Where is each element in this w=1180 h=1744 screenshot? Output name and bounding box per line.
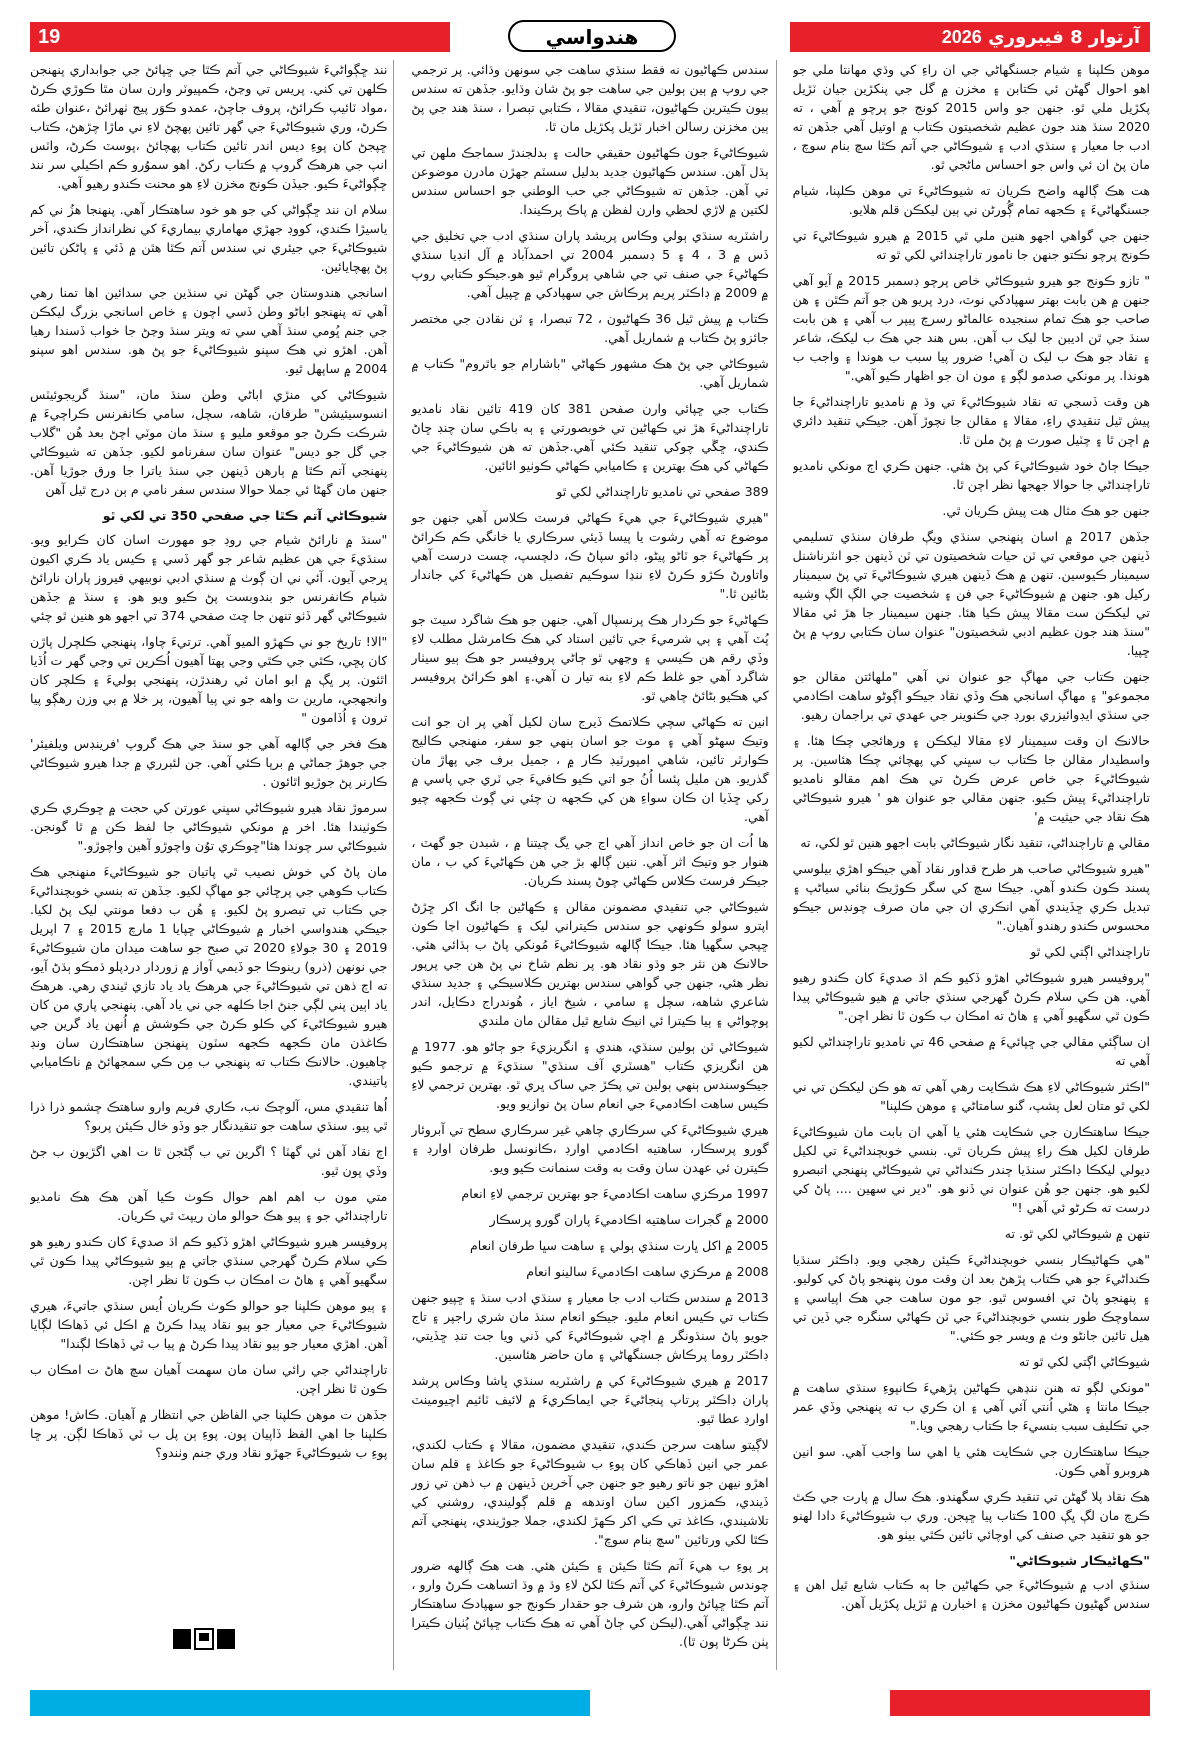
- article-paragraph: جيڪا ڄاڻ خود شيوڪاڻيءَ کي پڻ هئي. جنهن ڪري اڄ مونکي نامديو تاراچنداڻي جا حوالا جهجها نظر اچن ٿا.: [792, 458, 1150, 492]
- article-paragraph: "هي ڪهاڻيڪار بنسي خوبچنداڻيءَ ڪيئن رهجي ويو. ڊاڪٽر سنڌيا ڪنداڻيءَ جو هي ڪتاب پڙهڻ بعد ان وقت مون پنهنجو پاڻ کي کوليو. ۽ پنهنجو پاڻ تي افسوس ٿيو. جو مون ساهت جي هڪ اپياسي ۽ سماوچڪ طور بنسي خوبچنداڻيءَ جي ٽن ڪهاڻي سنگره جي ڏين تي هيل تائين جانڻو وٺ ۾ ويسر جو ڪئي.": [792, 1252, 1150, 1343]
- article-paragraph: سرموڙ نقاد هيرو شيوڪاڻي سڀني عورتن کي حجت ۾ ڇوڪري ڪري ڪوٺيندا هئا. اخر ۾ مونکي شيوڪاڻي جا لفظ ڪن ۾ ٿا گونجن. شيوڪاڻي سر چوندا هئا"ڇوڪري توُن واچوڙو آهين واچوڙو.": [30, 800, 388, 853]
- article-paragraph: ۽ ٻيو موهن ڪلپنا جو حوالو ڪوٺ ڪريان اُيس سنڌي جاتيءَ، هيري شيوڪاڻيءَ جي معيار جو ٻيو نقاد پيدا ڪرڻ ۾ اڪل ئي ڏهاڪا لڳايا آهن. اهڙي معيار جو ٻيو نقاد پيدا ڪرڻ ۾ پيا ب ٿي ڏهاڪا لڳندا": [30, 1298, 388, 1351]
- article-paragraph: اُها تنقيدي مس، آلوچڪ نب، ڪاري فريم وارو ساهتڪ چشمو ذرا ذرا ٿي پيو. سنڌي ساهت جو تنقيدنگار جو وڏو خال ڪيئن پربو؟: [30, 1099, 388, 1133]
- article-paragraph: حالانڪ ان وقت سيمينار لاءِ مقالا ليکڪن ۽ ورهائجي چڪا هئا. ۽ واسطيدار مقالن جا ڪتاب ب سڀني کي پهچائي چڪا هئاسين. پر شيوڪاڻيءَ جي خاص عرض ڪرڻ تي هڪ اهم مقالو نامديو تاراچنداڻيءَ پيش ڪيو. جنهن مقالي جو عنوان هو ' هيرو شيوڪاڻي هڪ نقاد جي حيثيت ۾': [792, 733, 1150, 824]
- article-paragraph: جيڪا ساهتڪارن جي شڪايت هئي يا آهي ان بابت مان شيوڪاڻيءَ طرفان لکيل هڪ راءِ پيش ڪريان ٿي. بنسي خوبچنداڻيءَ تي لکيل ديولي ليکڪا ڊاڪٽر سنڌيا چندر ڪنداڻي تي شيوڪاڻي پنهنجي اتبصرو لکيو هو. جنهن جو هُن عنوان ني ڏنو هو. "دير ني سهين .... پاڻ کي درست ته ڪرڻو ئي آهي !": [792, 1124, 1150, 1215]
- article-paragraph: جنهن ڪتاب جي مهاڳ جو عنوان ني آهي "ملهائتن مقالن جو مجموعو" ۽ مهاڳ اسانجي هڪ وڏي نقاد جيڪو اڳوڻو ساهت اڪادمي جي سنڌي ايڊوائيزري بورڊ جي ڪنوينر جي عهدي تي براجمان رهيو.: [792, 669, 1150, 722]
- article-paragraph: "مونکي لڳو ته هنن ننڍهي ڪهاڻين پڙهيءَ ڪانپوءِ سنڌي ساهت ۾ جيڪا مانتا ۽ هڻي اُنتي آئي آهي ۽ ان ڪري ب ته پنهنجي وڏي عمر جي تڪليف سبب بنسيءَ جا ڪتاب رهجي ويا.": [792, 1380, 1150, 1433]
- article-paragraph: "ڪهاڻيڪار شيوڪاڻي": [1009, 1553, 1150, 1568]
- article-paragraph: سنڌي ادب ۾ شيوڪاڻيءَ جي ڪهاڻين جا ٻه ڪتاب شايع ٿيل اهن ۽ سندس گهڻيون ڪهاڻيون مخزن ۽ اخبارن ۾ ٽڙيل پکڙيل آهن.: [792, 1577, 1150, 1611]
- article-paragraph: هڪ فخر جي ڳالهه آهي جو سنڌ جي هڪ گروپ 'فرينڊس ويلفيئر' جي جوهڙ جماڻي ۾ برپا ڪئي آهي. جن لئبرري ۾ جدا هيرو شيوڪاڻي ڪارنر پڻ جوڙيو اٿائون .: [30, 736, 388, 789]
- article-paragraph: جڏهن ت موهن ڪلپنا جي الفاظن جي انتظار ۾ آهيان. ڪاش! موهن ڪلپنا جا اهي الفظ ڏاپيان پون. پوءِ ٻن پل ب ٽي ڏهاڪا لڳن. پر ڇا پوءِ ب شيوڪاڻيءَ جهڙو نقاد وري جنم وٺندو؟: [30, 1407, 388, 1460]
- article-paragraph: تنهن ۾ شيوڪاڻي لکي ٿو. ته: [1004, 1226, 1150, 1241]
- footer-bar-red: [890, 1690, 1150, 1716]
- article-paragraph: شيوڪاڻي جي تنقيدي مضمونن مقالن ۽ ڪهاڻين جا انگ اکر ڇڙڻ اپترو سولو ڪونهي جو سندس ڪيتراني ليک ۽ ڪهاڻيون اڃا ڪون ڇپجي سگهيا هئا. جيڪا ڳالهه شيوڪاڻيءَ مُونکي پاڻ ب ٻڌائي هئي. حالانڪ هن نثر جو وڌو نقاد هو. پر نظم شاخ ني پڻ هن جي پرپور نظر هئي، جنهن جي گواهي سندس بهترين ڪلاسيڪي ۽ جديد سنڌي شاعري شاهه، سچل ۽ سامي ، شيخ اياز ، هُوندراج دڪايل، اندر پوچواڻي ۽ ٻيا ڪيترا ئي انيڪ شايع ٿيل مقالن مان ملندي: [411, 899, 769, 1028]
- article-paragraph: اسانجي هندوستان جي گهڻن ني سنڌين جي سدائين اها تمنا رهي آهي ته پنهنجو اباڻو وطن ڏسي اچون ۽ خاص اسانجي بزرگ ليکڪن جي جنم ڀُومي سنڌ آهي سي ته ويتر سنڌ وڃڻ جا خواب ڏسندا رهيا آهن. اهڙو ني هڪ سپنو شيوڪاڻيءَ جو پڻ هو. سندس اهو سپنو 2004 ۾ ساپهل ٿيو.: [30, 285, 388, 376]
- article-columns: [30, 60, 1150, 1670]
- article-paragraph: "سنڌ ۾ نارائڻ شيام جي روڊ جو مهورت اسان کان ڪرايو ويو. سنڌيءَ جي هن عظيم شاعر جو گهر ڏسي ۽ ڪيس ياد ڪري اکيون ڀرجي آيون. آئي ني ان ڳوٺ ۾ سنڌي ادبي نوبيهي فيروز پاران نارائڻ شيام ڪانفرنس جو بندوبست پڻ ڪيو ويو هو. ۽ سنڌ ۾ جڏهن شيوڪاڻي گهر ڏٺو تنهن جا ڇٽ صفحي 374 تي اجهو هو هنين ٿو چئي: [30, 532, 388, 623]
- article-paragraph: ڪتاب جي ڇپائي وارن صفحن 381 کان 419 تائين نقاد نامديو تاراچنداڻيءَ هڙ ني ڪهاڻين تي خوبصورتي ۽ ٻه باڪي سان چنڊ ڇاڻ ڪندي، ڇڱي چوکي تنقيد ڪئي آهي.جڏهن ته هن شيوڪاڻيءَ جي ڪهاڻي کي هڪ بهترين ۽ ڪاميابي ڪهاڻي ڪوٺيو ائائين.: [411, 401, 769, 473]
- article-paragraph: اڄ نقاد آهن ئي گهٽا ؟ اگرين تي ب ڳڻجن ٿا ت اهي اگڙيون ب جڻ وڏي پون ٿيو.: [30, 1144, 388, 1178]
- article-paragraph: تاراچنداڻي جي رائي سان مان سهمت آهيان سچ هاڻ ت امڪان ب ڪون ٿا نظر اچن.: [30, 1362, 388, 1396]
- page-header: [30, 22, 1150, 52]
- article-paragraph: 2008 ۾ مرڪزي ساهت اڪادميءَ سالينو انعام: [526, 1264, 769, 1279]
- article-paragraph: 2017 ۾ هيري شيوڪاڻيءَ کي ۾ راشٽريه سنڌي ڀاشا وڪاس پرشد پاران ڊاڪٽر پرتاپ پنجاڻيءَ جي ايماڪريءَ ۾ لائيف ٽائيم اچيومينٽ اوارڊ عطا ٿيو.: [411, 1373, 769, 1426]
- article-paragraph: شيوڪاڻي جي پڻ هڪ مشهور ڪهاڻي "باشارام جو باٿروم" ڪتاب ۾ شماريل آهي.: [411, 356, 769, 390]
- article-paragraph: 2013 ۾ سندس ڪتاب ادب جا معيار ۽ سنڌي ادب سنڌ ۽ ڇپيو جنهن ڪتاب تي ڪيس انعام مليو. جيڪو انعام سنڌ مان شري راجپر ۽ تاج جويو پاڻ سنڌونگر ۾ اچي شيوڪاڻيءَ کي ڏني ويا جت تنڊ ڇڏيتي، ڊاڪٽر روما پرڪاش جسنگهاڻي ۽ مان حاضر هئاسين.: [411, 1290, 769, 1362]
- article-paragraph: ڪهاڻيءَ جو ڪردار هڪ پرنسپال آهي. جنهن جو هڪ شاگرد سيٽ جو پُٽ آهي ۽ ٻي شرميءَ جي تائين استاد کي هڪ ڪامرشل مطلب لاءِ وڏي رقم هن ڪيسي ۽ وڃهي ٿو ڄاڻي پروفيسر جو هڪ ٻيو سيٺار شاگرد آهي جو غلط ڪم لاءِ بنه تيار ن آهي.۽ اهو ڪرائڻ پروفيسر کي هڪيو بڻائڻ چاهي ٿو.: [411, 612, 769, 703]
- article-paragraph: جنهن جي گواهي اجهو هنين ملي ٿي 2015 ۾ هيرو شيوڪاڻيءَ تي ڪونج پرچو نڪتو جنهن جا نامور تاراچندائي لکي ٿو ته: [792, 228, 1150, 262]
- article-paragraph: "الا! تاريخ جو ني ڪهڙو الميو آهي. ترتيءَ چاوا، پنهنجي ڪلچرل پاڙن کان پڇي، ڪٿي جي ڪٿي وجي پهتا آهيون اُڪرين تي وجي گهر ت اُڏيا اٿئون. پر ڀڳ ۾ ابو امان ئي رهندڙن، پنهنجي ٻوليءَ ۽ ڪلچر کان وانجهجي، مارين ت واهه جو ني پيا آهيون، پر خلا ۾ بي وزن رهڳو پيا ترون ۽ اُڏامون ": [30, 634, 388, 725]
- article-paragraph: 2000 ۾ گجرات ساهتيه اڪادميءَ پاران گورو پرسڪار: [489, 1212, 769, 1227]
- article-paragraph: پروفيسر هيرو شيوڪاڻي اهڙو ڏکيو ڪم اڌ صديءَ کان ڪندو رهيو هو ڪي سلام ڪرڻ گهرجي سنڌي جاتي ۾ ٻيو شيوڪاڻي پيدا ڪون ٿي سگهيو آهي ۽ هاڻ ت امڪان ب ڪون ٽا نظر اچن.: [30, 1234, 388, 1287]
- article-paragraph: "هيرو شيوڪاڻي صاحب هر طرح قداور نقاد آهي جيڪو اهڙي بيلوسي پسند ڪون ڪندو آهي. جيڪا سچ کي سگر ڪوڙيڪ بنائي سياڻپ ۽ تبديل ڪري ڇڏيندي آهي انڪري ان جي مان صرف چونڊس جيڪو محسوس ڪندو رهندو آهيان.": [792, 861, 1150, 933]
- article-paragraph: سلام ان نند ڇڳواڻي کي جو هو خود ساهتڪار آهي. پنهنجا هزُ ني کم ياسيڙا ڪندي، کووڊ جهڙي مهاماري بيماريءَ کي نظرانداز ڪندي، آخر شيوڪاڻيءَ جي جيئري ني سندس آتم ڪٿا هٿن ۾ ڏئي ۽ پاڻکن تائين پڻ پهچايائين.: [30, 202, 388, 274]
- article-paragraph: جيڪا ساهتڪارن جي شڪايت هئي يا اهي سا واجب آهي. سو انين هروبرو آهي ڪون.: [792, 1444, 1150, 1478]
- article-paragraph: پر پوءِ ب هيءَ آتم ڪٿا ڪيئن ۽ ڪيئن هئي. هت هڪ ڳالهه ضرور چوندس شيوڪاڻيءَ کي آتم ڪٿا لکڻ لاءِ وڌ ۾ وڌ اتساهت ڪرڻ وارو ، آتم ڪٿا ڇپائڻ وارو، هن شرف جو حقدار ڪونج جو سهپادڪ ساهتڪار نند ڇڳواڻي آهي.(ليڪن کي ڄاڻ آهي ته هڪ ڪتاب ڇپائڻ پُٺيان ڪيترا پٺن ڪرڻا پون ٿا).: [411, 1558, 769, 1649]
- end-ornament-icon: [172, 1628, 236, 1650]
- article-paragraph: مان پاڻ کي خوش نصيب ٿي پاتيان جو شيوڪاڻيءَ منهنجي هڪ ڪتاب ڪوهي جي پرڇائي جو مهاڳ لکيو. جڏهن ته بنسي خوبچنداڻيءَ جي ڪتاب تي تبصرو پڻ لکيو. ۽ هُن ب دفعا مونتي ليک پڻ لکيا. جيڪي هندواسي اخبار ۾ شيوڪاڻي ڇپايا 1 مارچ 2015 ۽ 7 اپريل 2019 ۽ 30 جولاءِ 2020 تي صبح جو ساهت ميدان مان شيوڪاڻيءَ جي نونهن (ذرو) رينوڪا جو ڏيمي آواز ۾ زوردار دردپلو ڌمڪو ٻڌڻ آيو، ته اڄ ذهن تي شيوڪاڻيءَ جي هرهڪ ياد ياد تازي ٿيندي رهي. هرهڪ ياد اٻين پني لڳي جنڻ اجا ڪلهه جي ني ياد آهي. پنهنجي پاري من کان هيرو شيوڪاڻيءَ کي ڪلو ڪرڻ جي ڪوشش ۾ اُنهن ياد گرين جي ڪاغذن مان ڪجهه ڪجهه سٽون پنهنجن ساهتڪارن سان ونڊ چاهيون. حالانڪ ڪتاب ته پنهنجي ب مِن ڪي سمجهائڻ ۾ ناڪاميابي پاتيندي.: [30, 864, 388, 1088]
- article-paragraph: " تازو ڪونج جو هيرو شيوڪاڻي خاص پرچو ڊسمبر 2015 ۾ آيو آهي جنهن ۾ هن بابت بهتر سهپادکي نوٽ، درد پريو هن جو آتم ڪٿن ۽ هن صاحب جو هڪ تمام سنجيده عالماڻو رسرچ پيپر ب آهي ۽ هن بابت سنڌ جي ٿن اديبن جا ليک ب آهن. بس هند جي هڪ ب ليکڪ، شاعر ۽ نقاد جو هڪ ب ليک ن آهي! ضرور پيا سبب ب هوندا ۽ واجب ب هوندا. پر مونکي صدمو لڳو ۽ مون ان جو اظهار ڪيو آهي.": [792, 273, 1150, 383]
- article-paragraph: جڏهن 2017 ۾ اسان پنهنجي سنڌي ويڳ طرفان سنڌي تسليمي ڏينهن جي موقعي تي ٽن حيات شخصيتون تي ٽن ڏينهن جو انٽرناشنل سيمينار ڪيوسين. تنهن ۾ هڪ ڏينهن هيري شيوڪاڻيءَ تي پڻ سيمينار رکيل هو. جنهن ۾ شيوڪاڻيءَ جي فن ۽ شخصيت جي الڳ الڳ وشيه تي ليکڪن ست مقالا پيش ڪيا هئا. جنهن سيمينار جا هڙ ئي مقالا "سنڌ هند جون عظيم ادبي شخصيتون" عنوان سان ڪتابي روپ ۾ پڻ ڇپيا.: [792, 529, 1150, 658]
- article-paragraph: "اڪثر شيوڪاڻي لاءِ هڪ شڪايت رهي آهي ته هو ڪن ليکڪن تي ني لکي ٿو متان لعل پشپ، گنو سامتاڻي ۽ موهن ڪلپنا": [792, 1079, 1150, 1113]
- page-footer: [30, 1690, 1150, 1716]
- date-banner: [790, 22, 1150, 52]
- footer-bar-cyan: [30, 1690, 290, 1716]
- article-paragraph: تاراچنداڻي اڳتي لکي ٿو: [1030, 944, 1150, 959]
- article-paragraph: شيوڪاڻي ٽن ٻولين سنڌي، هندي ۽ انگريزيءَ جو ڄاڻو هو. 1977 ۾ هن انگريزي ڪتاب "هسٽري آف سنڌي" سنڌيءَ ۾ ترجمو ڪيو جيڪوسندس ٻنهي ٻولين تي پڪڙ جي ساک ڀري ٿو. بهترين ترجمي لاءِ ڪيس ساهت اڪادميءَ جي انعام سان پڻ نوازيو ويو.: [411, 1039, 769, 1111]
- article-column-right: [793, 60, 1150, 1670]
- article-paragraph: موهن ڪلپنا ۽ شيام جسنگهاڻي جي ان راءِ کي وڌي مهانتا ملي جو اهو احوال گهڻن ئي ڪتابن ۽ مخزن ۾ گل جي پنکڙين جيان ٽڙيل پکڙيل ملي ٿو. جنهن جو واس 2015 کونج جو پرچو ۾ آهي ، ته 2020 سنڌ هند جون عظيم شخصيتون ڪتاب ۾ اوتيل آهي جڏهن ته ادب جا معيار ۽ سنڌي ادب ۽ شيوڪاڻي جي آتم ڪٿا سچ بنام سوچ ، مان پڻ ان ئي واس جو احساس ماڻجي ٿو.: [792, 62, 1150, 172]
- article-paragraph: شيوڪاڻي کي منڙي اباڻي وطن سنڌ مان، "سنڌ گريجوئيٽس انسوسيئيشن" طرفان، شاهه، سچل، سامي ڪانفرنس ڪراچيءَ ۾ شرڪت ڪرڻ جو موقعو مليو ۽ سنڌ مان موٽي اچڻ بعد هُن "گلاب جي گل جو ديس" عنوان سان سفرنامو لکيو. جڏهن ته شيوڪاڻي پنهنجي آتم ڪٿا ۾ ٻارهن ڏينهن جي سنڌ ياترا جا ورق جوڙيا آهن. جنهن مان گهڻا ئي جملا حوالا سندس سفر نامي م ٻن درج ٿيل آهن: [30, 387, 388, 497]
- issue-date: آرتوار 8 فيبروري: [988, 27, 1140, 48]
- page-number: 19: [38, 26, 61, 48]
- article-column-middle: [411, 60, 768, 1670]
- article-paragraph: سندس ڪهاڻيون نه فقط سنڌي ساهت جي سونهن وڌائي. پر ترجمي جي روپ ۾ ٻين ٻولين جي ساهت جو پڻ شان وڌايو. جڏهن ته سندس ٻيون ڪيترين ڪهاڻيون، تنقيدي مقالا ، ڪتابي تبصرا ، سنڌ هند جي پڻ ٻين مخزنن رسالن اخبار ٽڙيل پکڙيل مان ٿا.: [411, 62, 769, 134]
- article-paragraph: "هيري شيوڪاڻيءَ جي هيءَ ڪهاڻي فرسٽ ڪلاس آهي جنهن جو موضوع ته آهي رشوت يا پيسا ڏيئي سرڪاري يا خانگي ڪم ڪرائڻ پر ڪهاڻيءَ جو ٽاڻو پيڻو، ڊائو سپاڻ ڪ، دلچسپ، چست درست آهي واتاورڻ ڪڙو ڪرڻ لاءِ ننڍا سوڪيم تفصيل هن ڪهاڻيءَ کي جاندار بڻائين ٿا.": [411, 510, 769, 601]
- article-paragraph: ڪتاب ۾ پيش ٿيل 36 ڪهاڻيون ، 72 تبصرا، ۽ ٽن نقادن جي مختصر جائزو پڻ ڪتاب ۾ شماريل آهي.: [411, 311, 769, 345]
- article-paragraph: مقالي ۾ تاراچنداڻي، تنقيد نگار شيوڪاڻي بابت اجهو هنين ٿو لکي، ته: [800, 835, 1150, 850]
- article-paragraph: 1997 مرڪزي ساهت اڪادميءَ جو بهترين ترجمي لاءِ انعام: [461, 1186, 769, 1201]
- article-paragraph: انين ته ڪهاڻي سچي ڪلاتمڪ ڏيرج سان لکيل آهي پر ان جو انت وتيڪ سهڻو آهي ۽ موٽ جو اسان ٻنهي جو سفر، منهنجي ڪاليج ڪوارٽر تائين، شاهي امپورٽيڊ ڪار ۾ ، جميل برف جي پهاڙ مان گذريو. هن مليل پئسا اُنُ جو اتي ڪيو ڪافيءَ جي ٽري جي پاسي ۾ رکي ڇڏيا ان ڪان سواءِ هن کي ڪجهه ن چئي ني ڳوٺ ڪجهه چيو آهي.: [411, 714, 769, 824]
- article-paragraph: شيوڪاڻيءَ جون ڪهاڻيون حقيقي حالت ۽ بدلجندڙ سماجڪ ملهن تي ٻڌل آهن. سندس ڪهاڻيون جديد بدليل سسٽم جهڙن مادرن موضوعن تي آهن. جڏهن ته شيوڪاڻي جي حب الوطني جو احساس سندس لکتين ۾ لاڙي لحظي وارن لفظن ۾ پاڪ پرڪيندا.: [411, 145, 769, 217]
- article-paragraph: ان ساڳئي مقالي جي ڇپائيءَ ۾ صفحي 46 تي نامديو تاراچنداڻي لکيو آهي ته: [792, 1034, 1150, 1068]
- issue-year: 2026: [941, 27, 982, 47]
- article-paragraph: هيري شيوڪاڻيءَ کي سرڪاري چاهي غير سرڪاري سطح تي آبروئار گورو پرسڪار، ساهتيه اڪادمي اوارڊ ،ڪانونسل طرفان اوارڊ ۽ ڪيترن ئي عهدن سان وقت به وقت سنمانت ڪيو ويو.: [411, 1122, 769, 1175]
- article-paragraph: شيوڪاڻي اڳتي لکي ٿو ته: [1019, 1354, 1150, 1369]
- newspaper-logo: هندواسي: [508, 20, 676, 52]
- article-paragraph: ها اُت ان جو خاص انداز آهي اڃ جي يگ چيتنا ۾ ، شبدن جو گهٽ ، هنوار جو وتيڪ اثر آهي. ننين ڳالھ بڙ جي هن ڪهاڻيءَ کي ب ، مان جيڪر فرسٽ ڪلاس ڪهاڻي چوڻ پسند ڪريان.: [411, 835, 769, 888]
- article-paragraph: نند ڇڳواڻيءَ شيوڪاڻي جي آتم ڪٿا جي ڇپائڻ جي جوابداري پنهنجن ڪلهن تي کني. پريس تي وڃڻ، ڪمپيوٽر وارن سان مٿا ڪوڙي ڪرڻ ،مواد ٽائيپ ڪرائڻ، پروف جاچڻ، عمدو ڪوَر پيج ٺهرائڻ ،عنوان طئه ڪرڻ، وري شيوڪاڻيءَ جي گهر تائين پهچڻ لاءِ ني ماڙا چڙهڻ، ڪتاب ڇپجڻ کان پوءِ ديس اندر تائين ڪتاب پهچائڻ ،پوسٽ ڪرڻ، واٽس انپ جي هرهڪ گروپ ۾ ڪتاب رکڻ. اهو سموُرو ڪم اڪيلي سر نند ڇڳواڻيءَ ڪيو. جيڏن ڪونج مخزن لاءِ هو محنت ڪندو رهيو آهي.: [30, 62, 388, 191]
- article-paragraph: متي مون ب اهم اهم حوال ڪوٺ ڪيا آهن هڪ هڪ نامديو تاراچنداڻي جو ۽ ٻيو هڪ حوالو مان ريپٽ ٿي ڪريان.: [30, 1189, 388, 1223]
- article-paragraph: جنهن جو هڪ مثال هت پيش ڪريان ٿي.: [942, 503, 1150, 518]
- article-paragraph: 2005 ۾ اکل ڀارت سنڌي ٻولي ۽ ساهت سڀا طرفان انعام: [469, 1238, 769, 1253]
- article-paragraph: هن وقت ڏسجي ته نقاد شيوڪاڻيءَ تي وڌ ۾ نامديو تاراچنداڻيءَ جا پيش ٿيل تنقيدي راءِ، مقالا ۽ مقالن جا نچوڙ آهن. جيڪي تنقيد دائري ۾ اچن ٿا ۽ چٽيل صورت ۾ پڻ ملن ٿا.: [792, 394, 1150, 447]
- article-paragraph: شيوڪاڻي آتم ڪٿا جي صفحي 350 تي لکي ٿو: [102, 508, 388, 523]
- footer-bar-cyan-mid: [290, 1690, 590, 1716]
- article-column-left: [30, 60, 387, 1670]
- page-number-banner: [30, 22, 450, 52]
- article-paragraph: "پروفيسر هيرو شيوڪاڻي اهڙو ڏکيو ڪم اڌ صديءَ کان ڪندو رهيو آهي. هن ڪي سلام ڪرڻ گهرجي سنڌي جاتي ۾ هيو شيوڪاڻي پيدا ڪون ٿي سگهيو آهي ۽ هاڻ ته امڪان ب ڪون ٽا نظر اچن.": [792, 970, 1150, 1023]
- article-paragraph: 389 صفحي تي نامديو تاراچنداڻي لکي ٿو: [556, 484, 769, 499]
- article-paragraph: لاڳيتو ساهت سرجن ڪندي، تنقيدي مضمون، مقالا ۽ ڪتاب لکندي، عمر جي انين ڏهاڪي کان پوءِ ب شيوڪاڻيءَ جو ڪاغذ ۽ قلم سان اهڙو نيهن جو ناتو رهيو جو جنهن جي آخرين ڏينهن ۾ ب ذهن تي زور ڏيندي، ڪمزور اکين سان اوندهه ۾ قلم ڳوليندي، روشني کي تلاشيندي، ڪاغذ تي ڪي اکر ڪهڙ لکندي، جملا جوڙيندي، پنهنجي آتم ڪٿا لکي ورتائين "سچ بنام سوچ".: [411, 1437, 769, 1547]
- article-paragraph: راشٽريه سنڌي ٻولي وڪاس پريشد پاران سنڌي ادب جي تخليق جي ڏس ۾ 3 ، 4 ۽ 5 ڊسمبر 2004 تي احمدآباد ۾ آل انڊيا سنڌي ڪهاڻيءَ جي صنف تي جي شاهي پروگرام ٿيو هو.جيڪو ڪتابي روپ ۾ 2009 ۾ ڊاڪٽر پريم پرڪاش جي سهپادکي ۾ ڇپيل آهي.: [411, 228, 769, 300]
- article-paragraph: هڪ نقاد پلا گهڻن تي تنقيد ڪري سگهندو. هڪ سال ۾ پارت جي ڪٿ ڪرچ مان لڳ ڀڳ 100 ڪتاب پيا ڇپجن. وري ب شيوڪاڻيءَ دادا لهنو جو هو تنقيد جي صنف کي اوچائي تائين ڪٿي بيٺو هو.: [792, 1489, 1150, 1542]
- article-paragraph: هت هڪ ڳالهه واضح ڪريان ته شيوڪاڻيءَ تي موهن ڪلپنا، شيام جسنگهاڻيءَ ۽ ڪجهه تمام ڳُورڻن ني ٻين ليکڪن قلم هلايو.: [792, 183, 1150, 217]
